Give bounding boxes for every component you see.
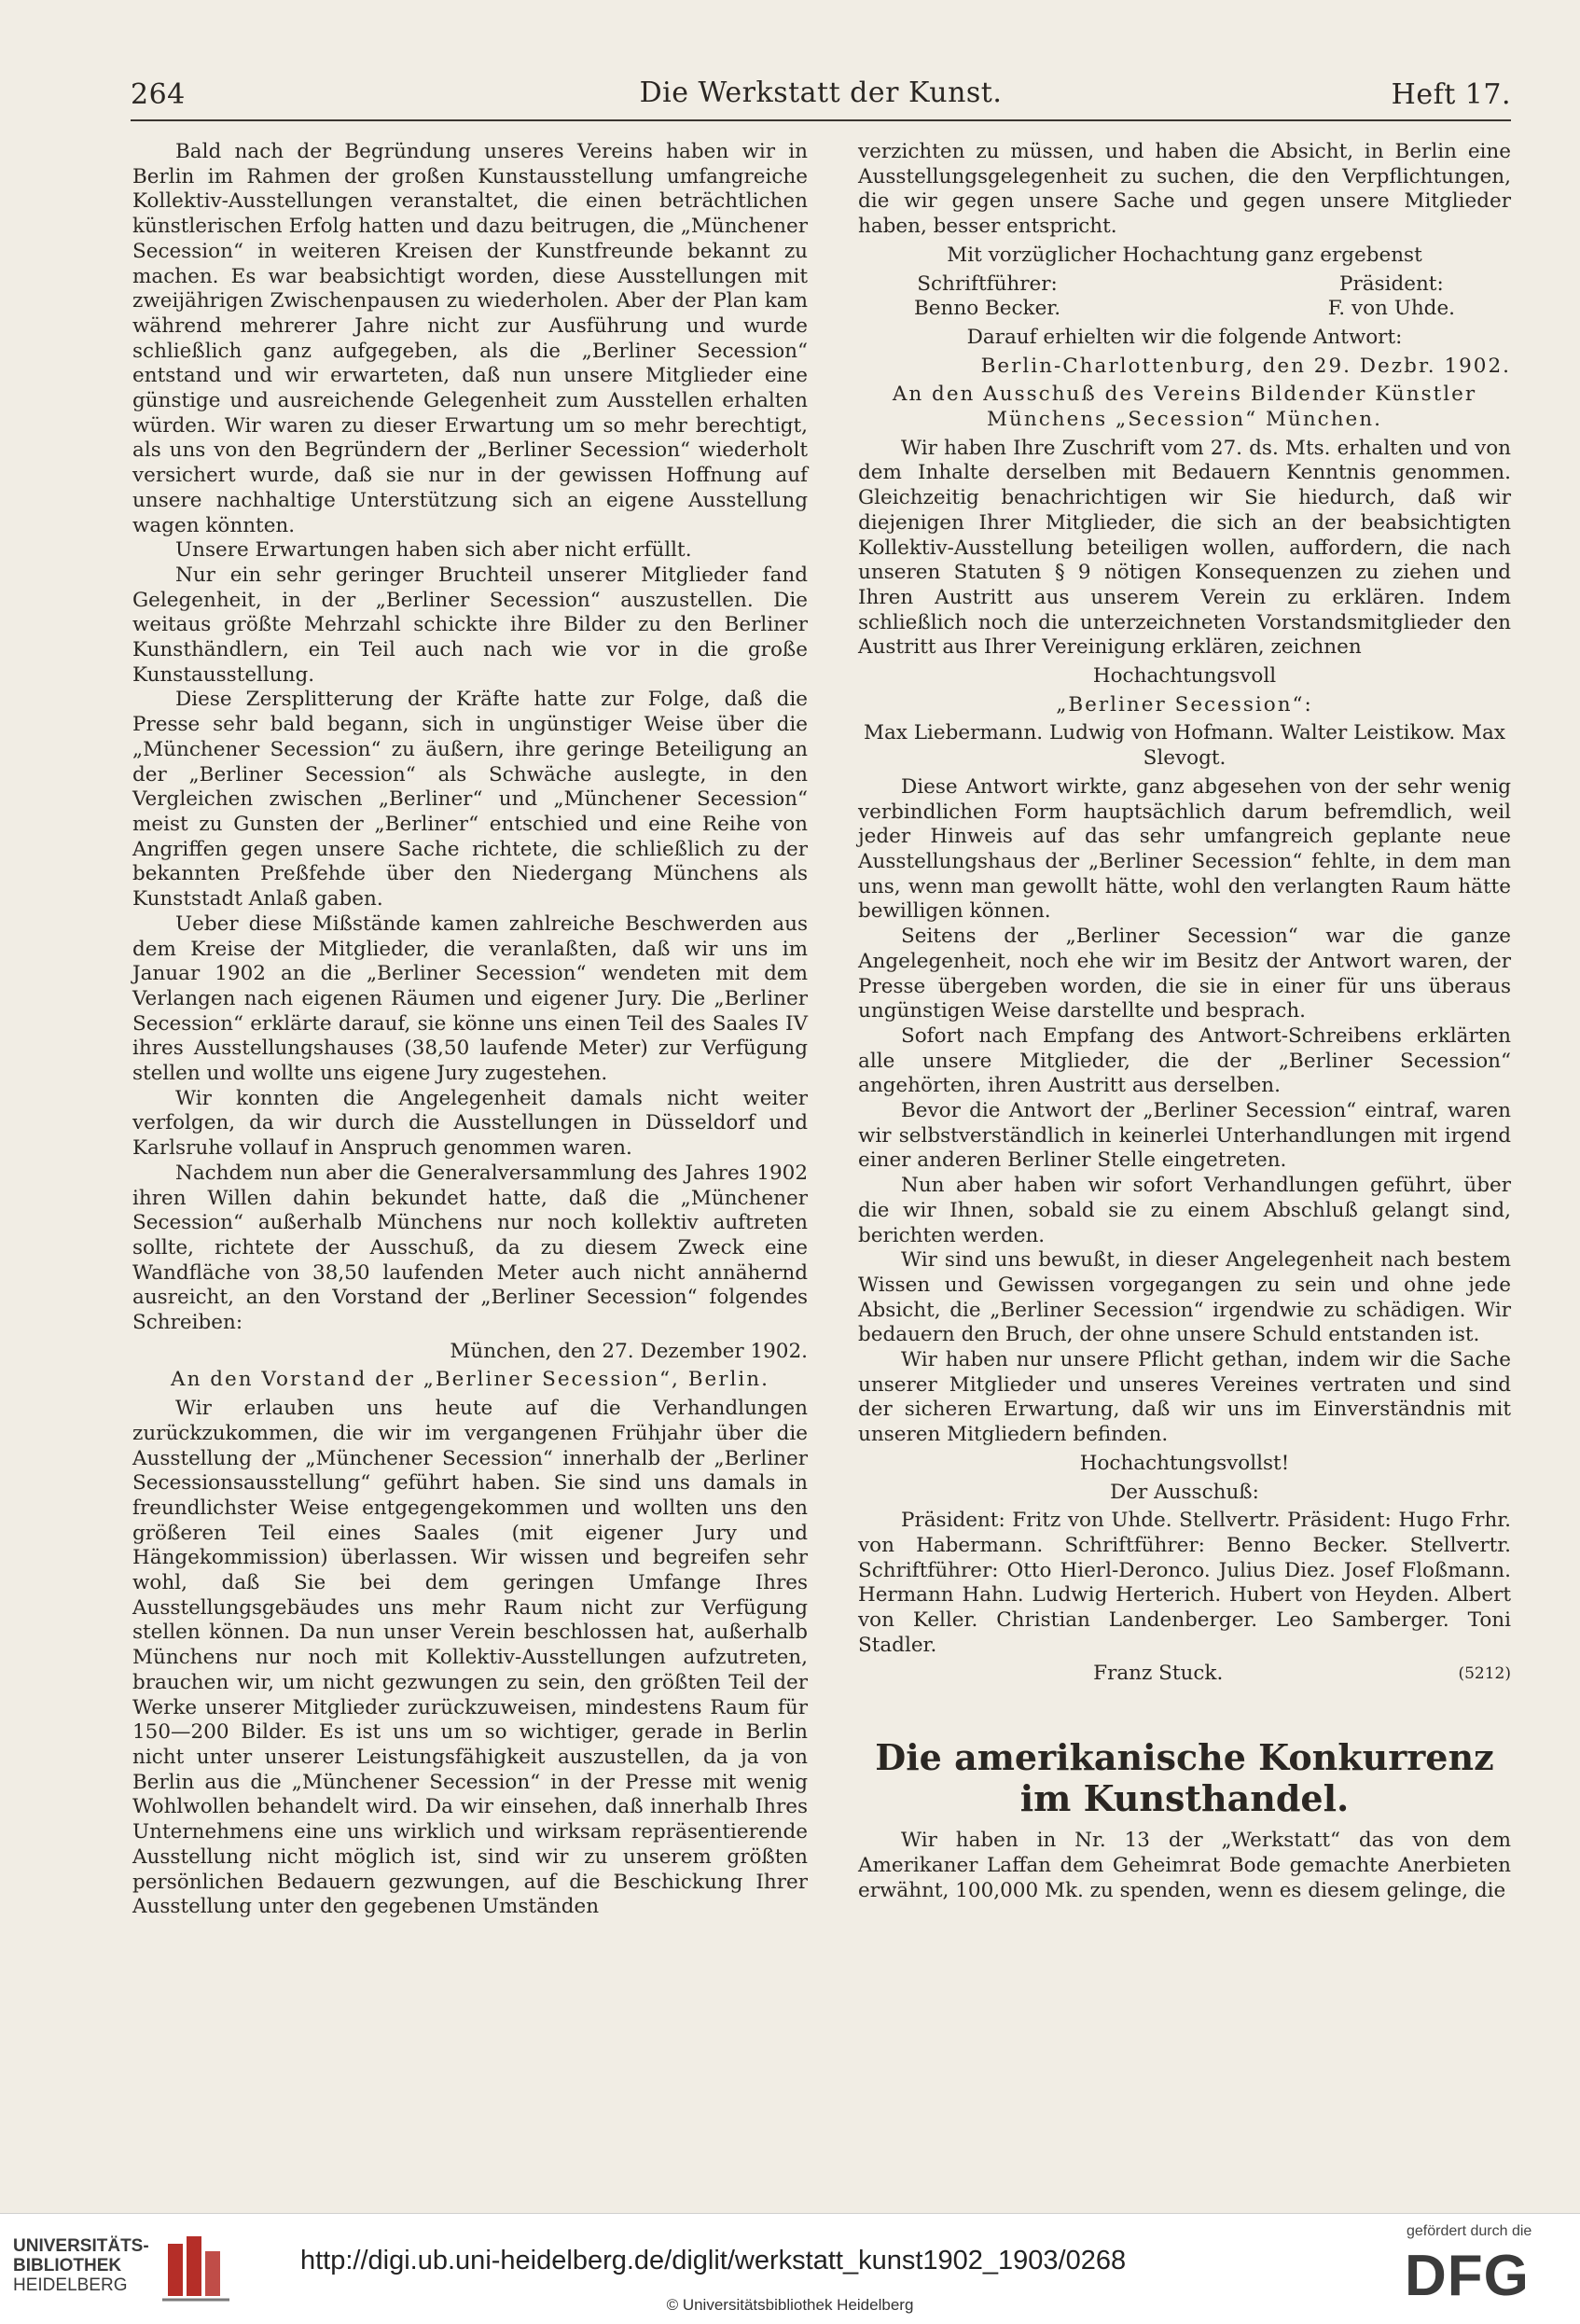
- signature-secretary: [914, 272, 1060, 322]
- reply-intro: Darauf erhielten wir die folgende Antwort:: [966, 325, 1403, 349]
- reply-body: Wir haben Ihre Zuschrift vom 27. ds. Mts. erhalten und von dem Inhalte derselben mit Bedauern Kenntnis genommen. Gleichzeitig benachrichtigen wir Sie hiedurch, daß wir diejenigen Ihrer Mitglieder, die sich an der beabsichtigten Kollektiv-Ausstellung beteiligen wollen, auffordern, die nach unseren Statuten § 9 nötigen Konsequenzen zu ziehen und Ihren Austritt aus unserem Verein zu erklären. Indem schließlich noch die unterzeichneten Vorstandsmitglieder den Austritt aus Ihrer Vereinigung erklären, zeichnen: [858, 436, 1511, 660]
- library-name-line-3: HEIDELBERG: [13, 2275, 128, 2295]
- running-header: [131, 77, 1511, 118]
- letter-closing: Mit vorzüglicher Hochachtung ganz ergebenst: [947, 243, 1422, 267]
- reply-place-date: Berlin-Charlottenburg, den 29. Dezbr. 1902.: [980, 354, 1511, 378]
- library-logo-icon: [159, 2231, 233, 2305]
- left-paragraph: Wir konnten die Angelegenheit damals nicht weiter verfolgen, da wir durch die Ausstellungen in Düsseldorf und Karlsruhe vollauf in Anspruch genommen waren.: [132, 1086, 808, 1161]
- library-name-line-2: BIBLIOTHEK: [13, 2256, 122, 2275]
- article-title-line-1: Die amerikanische Konkurrenz: [875, 1736, 1494, 1779]
- right-paragraph: Nun aber haben wir sofort Verhandlungen geführt, über die wir Ihnen, sobald sie zu einem Abschluß gelangt sind, berichten werden.: [858, 1174, 1511, 1247]
- issue-number: Heft 17.: [1391, 78, 1511, 111]
- right-paragraph: Sofort nach Empfang des Antwort-Schreibens erklärten alle unsere Mitglieder, die der „Berliner Secession“ angehörten, ihren Austritt aus derselben.: [858, 1023, 1511, 1098]
- header-rule: [131, 119, 1511, 121]
- left-paragraph: An den Vorstand der „Berliner Secession“, Berlin.: [171, 1368, 769, 1392]
- left-column: [132, 140, 808, 1920]
- dfg-logo[interactable]: DFG: [1405, 2244, 1530, 2308]
- left-paragraph: Nur ein sehr geringer Bruchteil unserer Mitglieder fand Gelegenheit, in der „Berliner Secession“ auszustellen. Die weitaus größte Mehrzahl schickte ihre Bilder zu den Berliner Kunsthändlern, ein Teil auch nach wie vor in die große Kunstausstellung.: [132, 563, 808, 687]
- commentary-paragraphs: [858, 775, 1511, 1448]
- right-column: [858, 140, 1511, 1903]
- library-name-line-1: UNIVERSITÄTS-: [13, 2236, 149, 2256]
- left-paragraph: Unsere Erwartungen haben sich aber nicht erfüllt.: [175, 538, 692, 563]
- journal-title: Die Werkstatt der Kunst.: [639, 77, 1003, 109]
- letter-end: verzichten zu müssen, und haben die Absicht, in Berlin eine Ausstellungsgelegenheit zu suchen, die den Verpflichtungen, die wir gegen unsere Sache und gegen unsere Mitglieder haben, besser entspricht.: [858, 140, 1511, 239]
- library-logo-text[interactable]: [13, 2236, 149, 2295]
- left-paragraph: Bald nach der Begründung unseres Vereins haben wir in Berlin im Rahmen der großen Kunstausstellung umfangreiche Kollektiv-Ausstellungen veranstaltet, die einen beträchtlichen künstlerischen Erfolg hatten und dazu beitrugen, die „Münchener Secession“ in weiteren Kreisen der Kunstfreunde bekannt zu machen. Es war beabsichtigt worden, diese Ausstellungen mit zweijährigen Zwischenpausen zu wiederholen. Aber der Plan kam während mehrerer Jahre nicht zur Ausführung und wurde schließlich ganz aufgegeben, als die „Berliner Secession“ entstand und wir erwarteten, daß nun unsere Mitglieder eine günstige und ausreichende Gelegenheit zum Ausstellen erhalten würden. Wir waren zu dieser Erwartung um so mehr berechtigt, als uns von den Begründern der „Berliner Secession“ wiederholt versichert wurde, daß sie nur in der gewissen Hoffnung auf unsere nachhaltige Unterstützung sich an eigene Ausstellung wagen könnten.: [132, 140, 808, 537]
- left-paragraph: Nachdem nun aber die Generalversammlung des Jahres 1902 ihren Willen dahin bekundet hatte, daß die „Münchener Secession“ außerhalb Münchens nur noch kollektiv auftreten sollte, richtete der Ausschuß, da zu diesem Zweck eine Wandfläche von 38,50 laufenden Meter auch nicht annähernd ausreicht, an den Vorstand der „Berliner Secession“ folgendes Schreiben:: [132, 1161, 808, 1335]
- reference-number: (5212): [1458, 1664, 1511, 1684]
- signature-president: [1328, 272, 1455, 322]
- left-paragraph: Diese Zersplitterung der Kräfte hatte zur Folge, daß die Presse sehr bald begann, sich in ungünstiger Weise über die „Münchener Secession“ zu äußern, ihre geringe Beteiligung an der „Berliner Secession“ als Schwäche auslegte, in den Vergleichen zwischen „Berliner“ und „Münchener Secession“ meist zu Gunsten der „Berliner“ entschied und eine Reihe von Angriffen gegen unsere Sache richtete, die schließlich zu der bekannten Preßfehde über den Niedergang Münchens als Kunststadt Anlaß gaben.: [132, 688, 808, 912]
- left-paragraph: München, den 27. Dezember 1902.: [450, 1339, 808, 1363]
- page-number: 264: [131, 78, 186, 111]
- signature-name: F. von Uhde.: [1327, 297, 1455, 321]
- right-paragraph: Wir haben nur unsere Pflicht gethan, indem wir die Sache unserer Mitglieder und unseres Vereines vertraten und sind der sicheren Erwartung, daß wir uns im Einverständnis mit unseren Mitgliedern befinden.: [858, 1348, 1511, 1447]
- reply-address: An den Ausschuß des Vereins Bildender Künstler Münchens „Secession“ München.: [892, 383, 1477, 432]
- reply-closing: Hochachtungsvoll: [1092, 664, 1277, 689]
- committee-last-member: [858, 1662, 1511, 1687]
- signature-role: Präsident:: [1339, 271, 1444, 296]
- funding-caption: gefördert durch die: [1407, 2223, 1532, 2239]
- letter-signatures: [858, 272, 1511, 322]
- committee-last-name: Franz Stuck.: [1093, 1662, 1224, 1686]
- committee-members: Präsident: Fritz von Uhde. Stellvertr. Präsident: Hugo Frhr. von Habermann. Schriftführer: Benno Becker. Stellvertr. Schriftführer: Otto Hierl-Deronco. Julius Diez. Josef Floßmann. Hermann Hahn. Ludwig Herterich. Hubert von Heyden. Albert von Keller. Christian Landenberger. Leo Samberger. Toni Stadler.: [858, 1509, 1511, 1657]
- article-title: [858, 1737, 1511, 1819]
- committee-title: Der Ausschuß:: [1110, 1480, 1259, 1504]
- article-title-line-2: im Kunsthandel.: [1019, 1777, 1350, 1820]
- right-paragraph: Diese Antwort wirkte, ganz abgesehen von der sehr wenig verbindlichen Form hauptsächlich darum befremdlich, weil jeder Hinweis auf das sehr umfangreich geplante neue Ausstellungshaus der „Berliner Secession“ fehlte, in dem man uns, wenn man gewollt hätte, wohl den verlangten Raum hätte bewilligen können.: [858, 774, 1511, 924]
- signature-name: Benno Becker.: [914, 297, 1061, 321]
- copyright-notice: © Universitätsbibliothek Heidelberg: [666, 2296, 914, 2314]
- committee-closing: Hochachtungsvollst!: [1079, 1451, 1290, 1475]
- left-paragraph: Ueber diese Mißstände kamen zahlreiche Beschwerden aus dem Kreise der Mitglieder, die veranlaßten, daß wir uns im Januar 1902 an die „Berliner Secession“ wendeten mit dem Verlangen nach eigenen Räumen und eigener Jury. Die „Berliner Secession“ erklärte darauf, sie könne uns einen Teil des Saales IV ihres Ausstellungshauses (38,50 laufende Meter) zur Verfügung stellen und wollte uns eigene Jury zugestehen.: [132, 912, 808, 1086]
- right-paragraph: Wir sind uns bewußt, in dieser Angelegenheit nach bestem Wissen und Gewissen vorgegangen zu sein und ohne jede Absicht, die „Berliner Secession“ irgendwie zu schädigen. Wir bedauern den Bruch, der ohne unsere Schuld entstanden ist.: [858, 1248, 1511, 1347]
- right-paragraph: Bevor die Antwort der „Berliner Secession“ eintraf, waren wir selbstverständlich in keinerlei Unterhandlungen mit irgend einer anderen Berliner Stelle eingetreten.: [858, 1099, 1511, 1173]
- reply-signers: Max Liebermann. Ludwig von Hofmann. Walter Leistikow. Max Slevogt.: [863, 721, 1506, 771]
- signature-role: Schriftführer:: [917, 271, 1058, 296]
- viewer-footer: [0, 2213, 1580, 2324]
- right-paragraph: Seitens der „Berliner Secession“ war die ganze Angelegenheit, noch ehe wir im Besitz der Antwort waren, der Presse übergeben worden, die sie in einer für uns überaus ungünstigen Weise darstellte und besprach.: [858, 925, 1511, 1023]
- reply-organization: „Berliner Secession“:: [1056, 692, 1313, 717]
- left-paragraph: Wir erlauben uns heute auf die Verhandlungen zurückzukommen, die wir im vergangenen Frühjahr über die Ausstellung der „Münchener Secession“ innerhalb der „Berliner Secessionsausstellung“ geführt haben. Sie sind uns damals in freundlichster Weise entgegengekommen und wollten uns den größeren Teil eines Saales (mit eigener Jury und Hängekommission) überlassen. Wir wissen und begreifen sehr wohl, daß Sie bei dem geringen Umfange Ihres Ausstellungsgebäudes uns mehr Raum nicht zur Verfügung stellen können. Da nun unser Verein beschlossen hat, außerhalb Münchens nur noch mit Kollektiv-Ausstellungen aufzutreten, brauchen wir, um nicht gezwungen zu sein, den größten Teil der Werke unserer Mitglieder zurückzuweisen, mindestens Raum für 150—200 Bilder. Es ist uns um so wichtiger, gerade in Berlin nicht unter unserer Leistungsfähigkeit auszustellen, da ja von Berlin aus die „Münchener Secession“ in der Presse mit wenig Wohlwollen behandelt wird. Da wir einsehen, daß innerhalb Ihres Unternehmens eine uns wirklich und wirksam repräsentierende Ausstellung nicht möglich ist, sind wir zu unserem größten persönlichen Bedauern gezwungen, auf die Beschickung Ihrer Ausstellung unter den gegebenen Umständen: [132, 1397, 808, 1919]
- article-text: Wir haben in Nr. 13 der „Werkstatt“ das von dem Amerikaner Laffan dem Geheimrat Bode gemachte Anerbieten erwähnt, 100,000 Mk. zu spenden, wenn es diesem gelinge, die: [858, 1829, 1511, 1902]
- permalink-url[interactable]: http://digi.ub.uni-heidelberg.de/diglit/werkstatt_kunst1902_1903/0268: [300, 2246, 1127, 2275]
